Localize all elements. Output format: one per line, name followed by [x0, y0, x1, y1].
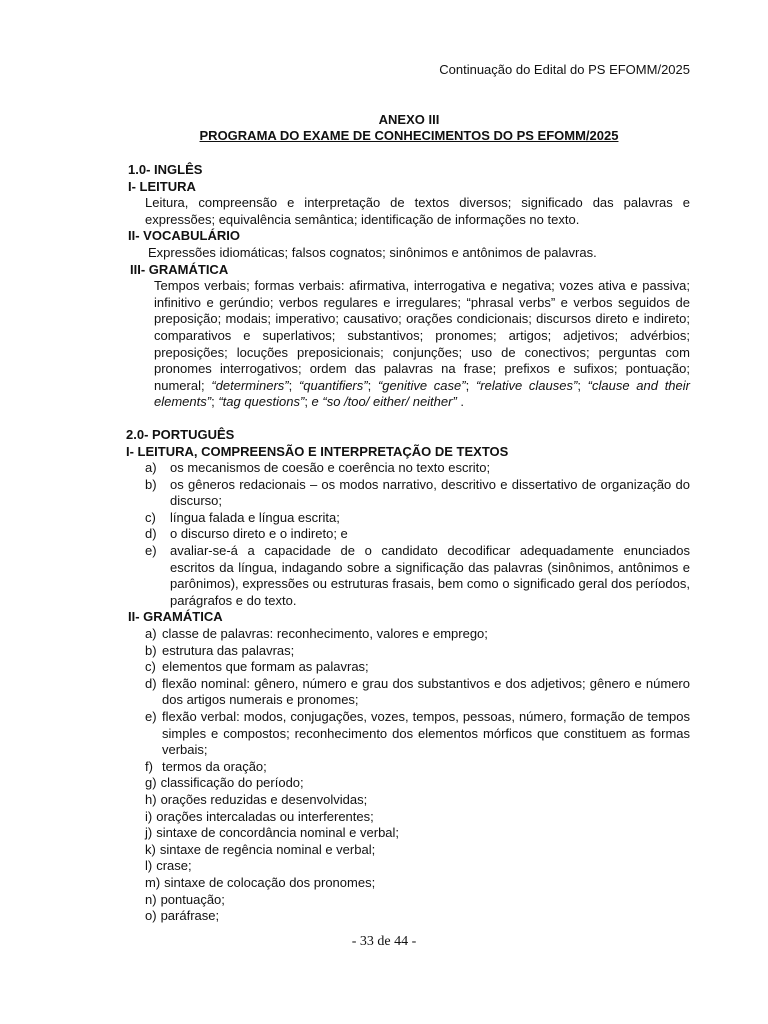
list-item — [128, 825, 690, 842]
list-text: estrutura das palavras; — [162, 642, 295, 658]
separator: ; — [211, 394, 219, 410]
list-item — [128, 659, 690, 676]
ingles-gramatica-label: III- GRAMÁTICA — [130, 261, 229, 277]
list-text: termos da oração; — [162, 758, 267, 774]
list-marker: h) — [145, 791, 157, 807]
list-marker: b) — [145, 476, 157, 492]
section-gap — [128, 411, 690, 427]
portugues-leitura-list — [128, 460, 690, 609]
list-item — [128, 543, 690, 609]
term-tag-questions: “tag questions” — [218, 394, 305, 410]
term-quantifiers: “quantifiers” — [298, 377, 368, 393]
list-item — [128, 792, 690, 809]
term-determiners: “determiners” — [211, 377, 289, 393]
list-item — [128, 643, 690, 660]
list-item — [128, 908, 690, 925]
term-genitive-case: “genitive case” — [377, 377, 466, 393]
ingles-vocabulario-text: Expressões idiomáticas; falsos cognatos; sinônimos e antônimos de palavras. — [148, 244, 597, 260]
list-text: os gêneros redacionais – os modos narrativo, descritivo e dissertativo de organização do discurso; — [170, 476, 690, 509]
list-marker: d) — [145, 675, 157, 691]
list-item — [128, 626, 690, 643]
list-marker: a) — [145, 626, 157, 642]
list-marker: k) — [145, 841, 156, 857]
list-text: língua falada e língua escrita; — [170, 509, 340, 525]
list-text: crase; — [156, 858, 192, 874]
list-item — [128, 676, 690, 709]
list-item — [128, 477, 690, 510]
list-marker: b) — [145, 642, 157, 658]
ingles-gramatica-text — [128, 278, 690, 411]
list-item — [128, 775, 690, 792]
separator: ; — [367, 377, 378, 393]
list-text: o discurso direto e o indireto; e — [170, 526, 348, 542]
list-text: elementos que formam as palavras; — [162, 659, 369, 675]
list-text: sintaxe de regência nominal e verbal; — [159, 841, 376, 857]
list-text: os mecanismos de coesão e coerência no texto escrito; — [170, 460, 491, 476]
list-item — [128, 858, 690, 875]
list-item — [128, 526, 690, 543]
list-item — [128, 892, 690, 909]
page-number: - 33 de 44 - — [351, 934, 417, 949]
list-text: orações reduzidas e desenvolvidas; — [160, 791, 368, 807]
sentence-end: . — [456, 394, 465, 410]
list-marker: g) — [145, 775, 157, 791]
portugues-gramatica-label: II- GRAMÁTICA — [128, 609, 223, 625]
separator: ; — [288, 377, 299, 393]
list-marker: l) — [145, 858, 153, 874]
list-text: classificação do período; — [160, 775, 304, 791]
list-item — [128, 809, 690, 826]
list-item — [128, 460, 690, 477]
list-marker: a) — [145, 460, 157, 476]
list-marker: m) — [145, 874, 161, 890]
list-text: paráfrase; — [160, 908, 220, 924]
separator: ; — [465, 377, 476, 393]
separator: ; — [577, 377, 588, 393]
page-header: Continuação do Edital do PS EFOMM/2025 — [439, 62, 690, 77]
list-text: flexão verbal: modos, conjugações, vozes, tempos, pessoas, número, formação de tempos simples e compostos; reconhecimento dos elementos mórficos que constituem as formas verbais; — [162, 709, 690, 758]
term-relative-clauses: “relative clauses” — [475, 377, 578, 393]
list-marker: o) — [145, 908, 157, 924]
list-item — [128, 842, 690, 859]
ingles-vocabulario-label: II- VOCABULÁRIO — [128, 228, 240, 244]
list-text: sintaxe de concordância nominal e verbal; — [156, 825, 400, 841]
list-marker: f) — [145, 758, 153, 774]
list-item — [128, 875, 690, 892]
ingles-leitura-text: Leitura, compreensão e interpretação de textos diversos; significado das palavras e expressões; equivalência semântica; identificação de informações no texto. — [145, 195, 690, 227]
document-body — [128, 162, 690, 925]
list-marker: e) — [145, 543, 157, 559]
ingles-leitura-label: I- LEITURA — [128, 178, 196, 194]
list-text: orações intercaladas ou interferentes; — [156, 808, 374, 824]
section-heading-portugues: 2.0- PORTUGUÊS — [126, 426, 235, 442]
list-marker: i) — [145, 808, 153, 824]
list-marker: n) — [145, 891, 157, 907]
gramatica-text-main: Tempos verbais; formas verbais: afirmativa, interrogativa e negativa; vozes ativa e passiva; infinitivo e gerúndio; verbos regulares e irregulares; “phrasal verbs” e verbos seguidos de preposição; modais; imperativo; causativo; orações condicionais; discursos direto e indireto; comparativos e superlativos; substantivos; pronomes; artigos; adjetivos; advérbios; preposições; locuções preposicionais; conjunções; uso de conectivos; perguntas com pronomes interrogativos; ordem das palavras na frase; prefixos e sufixos; pontuação; numeral; — [154, 278, 690, 393]
list-marker: c) — [145, 659, 156, 675]
list-item — [128, 510, 690, 527]
list-marker: e) — [145, 709, 157, 724]
portugues-leitura-label: I- LEITURA, COMPREENSÃO E INTERPRETAÇÃO DE TEXTOS — [126, 443, 509, 459]
term-so-too-either-neither: e “so /too/ either/ neither” — [311, 394, 457, 410]
section-heading-ingles: 1.0- INGLÊS — [128, 162, 203, 177]
list-marker: j) — [145, 825, 153, 841]
portugues-gramatica-list — [128, 626, 690, 925]
list-text: flexão nominal: gênero, número e grau dos substantivos e dos adjetivos; gênero e número dos artigos numerais e pronomes; — [162, 675, 690, 708]
list-marker: c) — [145, 509, 156, 525]
list-text: pontuação; — [160, 891, 225, 907]
list-item — [128, 759, 690, 776]
list-item — [128, 709, 690, 759]
term-clause-elements: “clause and their elements” — [154, 377, 690, 410]
annex-subtitle: PROGRAMA DO EXAME DE CONHECIMENTOS DO PS EFOMM/2025 — [199, 128, 619, 143]
list-text: sintaxe de colocação dos pronomes; — [164, 874, 376, 890]
list-text: avaliar-se-á a capacidade de o candidato decodificar adequadamente enunciados escritos da língua, indagando sobre a significação das palavras (sinônimos, antônimos e parônimos), expressões ou estruturas frasais, bem como o significado geral dos períodos, parágrafos e do texto. — [170, 543, 690, 608]
annex-title: ANEXO III — [378, 112, 440, 127]
separator: ; — [304, 394, 312, 410]
list-marker: d) — [145, 526, 157, 542]
list-text: classe de palavras: reconhecimento, valores e emprego; — [162, 626, 488, 642]
